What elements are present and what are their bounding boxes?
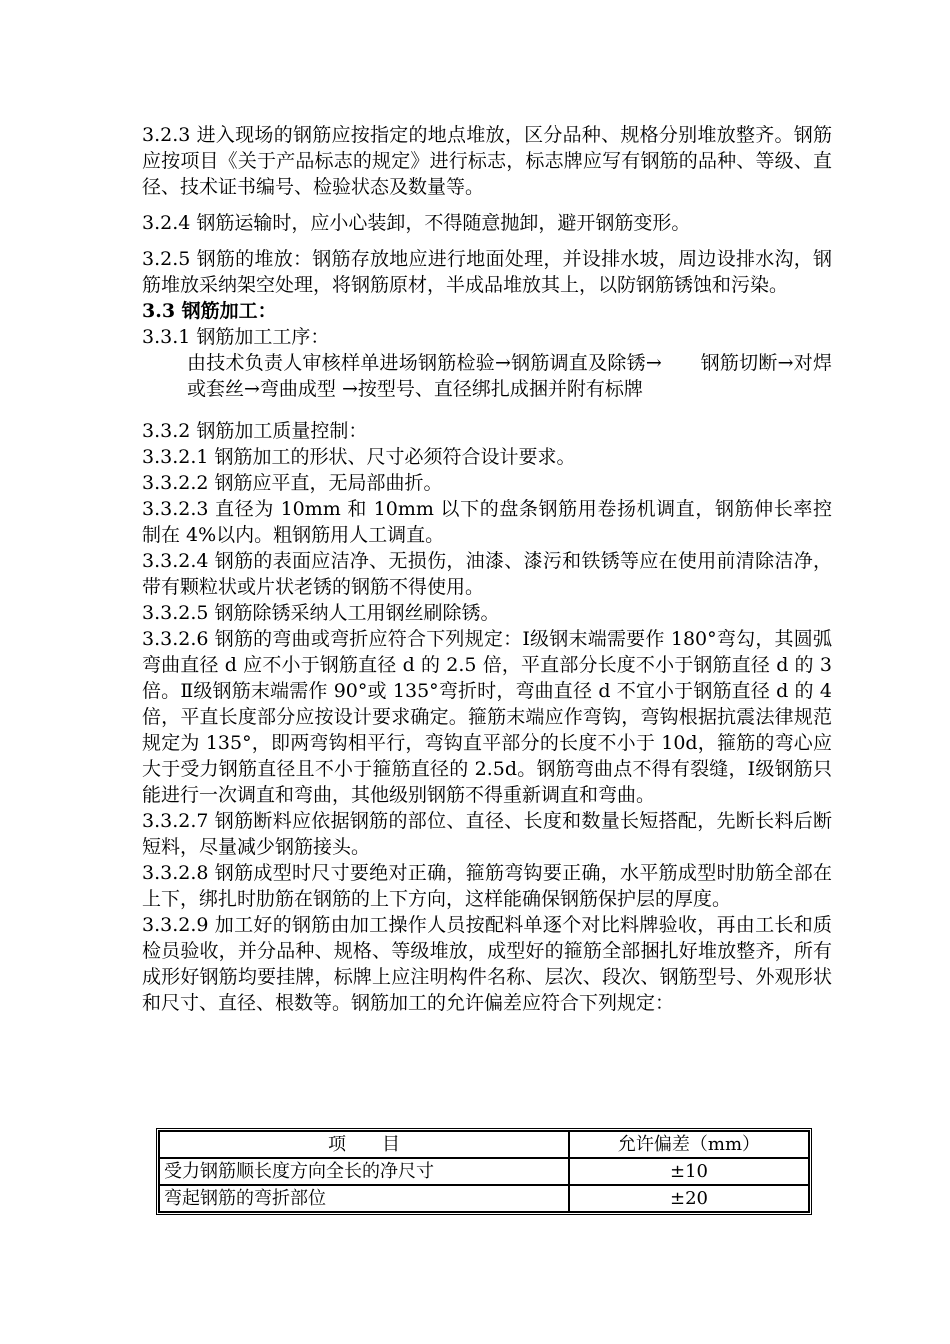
table-row — [159, 1185, 809, 1212]
subheading-3-3-2: 3.3.2 钢筋加工质量控制： — [142, 420, 368, 442]
item-3-3-2-3: 3.3.2.3 直径为 10mm 和 10mm 以下的盘条钢筋用卷扬机调直，钢筋伸长率控制在 4%以内。粗钢筋用人工调直。 — [142, 498, 832, 546]
section-heading-3-3: 3.3 钢筋加工： — [142, 300, 277, 322]
process-flow-text: 由技术负责人审核样单进场钢筋检验→钢筋调直及除锈→ 钢筋切断→对焊或套丝→弯曲成型 →按型号、直径绑扎成捆并附有标牌 — [187, 352, 832, 400]
item-3-3-2-7: 3.3.2.7 钢筋断料应依据钢筋的部位、直径、长度和数量长短搭配，先断长料后断短料，尽量减少钢筋接头。 — [142, 810, 832, 858]
paragraph-3-2-3: 3.2.3 进入现场的钢筋应按指定的地点堆放，区分品种、规格分别堆放整齐。钢筋应按项目《关于产品标志的规定》进行标志，标志牌应写有钢筋的品种、等级、直径、技术证书编号、检验状态及数量等。 — [142, 124, 832, 198]
table-header-tolerance: 允许偏差（mm） — [569, 1131, 809, 1158]
blank-line — [142, 402, 832, 418]
item-3-3-2-9: 3.3.2.9 加工好的钢筋由加工操作人员按配料单逐个对比料牌验收，再由工长和质检员验收，并分品种、规格、等级堆放，成型好的箍筋全部捆扎好堆放整齐，所有成形好钢筋均要挂牌，标牌上应注明构件名称、层次、段次、钢筋型号、外观形状和尺寸、直径、根数等。钢筋加工的允许偏差应符合下列规定： — [142, 914, 832, 1014]
table-header-row — [159, 1131, 809, 1158]
paragraph-3-2-5: 3.2.5 钢筋的堆放：钢筋存放地应进行地面处理，并设排水坡，周边设排水沟，钢筋堆放采纳架空处理，将钢筋原材，半成品堆放其上，以防钢筋锈蚀和污染。 — [142, 248, 832, 296]
table-cell-tolerance: ±10 — [569, 1158, 809, 1185]
item-3-3-2-6: 3.3.2.6 钢筋的弯曲或弯折应符合下列规定：Ⅰ级钢末端需要作 180°弯勾，其圆弧弯曲直径 d 应不小于钢筋直径 d 的 2.5 倍，平直部分长度不小于钢筋直径 d 的 3 倍。Ⅱ级钢筋末端需作 90°或 135°弯折时，弯曲直径 d 不宜小于钢筋直径 d 的 4 倍，平直长度部分应按设计要求确定。箍筋末端应作弯钩，弯钩根据抗震法律规范规定为 135°，即两弯钩相平行，弯钩直平部分的长度不小于 10d，箍筋的弯心应大于受力钢筋直径且不小于箍筋直径的 2.5d。钢筋弯曲点不得有裂缝，Ⅰ级钢筋只能进行一次调直和弯曲，其他级别钢筋不得重新调直和弯曲。 — [142, 628, 832, 806]
table-header-item: 项 目 — [159, 1131, 569, 1158]
table-cell-tolerance: ±20 — [569, 1185, 809, 1212]
paragraph-3-2-4: 3.2.4 钢筋运输时，应小心装卸，不得随意抛卸，避开钢筋变形。 — [142, 212, 691, 234]
subheading-3-3-1: 3.3.1 钢筋加工工序： — [142, 326, 330, 348]
item-3-3-2-4: 3.3.2.4 钢筋的表面应洁净、无损伤，油漆、漆污和铁锈等应在使用前清除洁净，带有颗粒状或片状老锈的钢筋不得使用。 — [142, 550, 832, 598]
item-3-3-2-2: 3.3.2.2 钢筋应平直，无局部曲折。 — [142, 472, 443, 494]
item-3-3-2-8: 3.3.2.8 钢筋成型时尺寸要绝对正确，箍筋弯钩要正确，水平筋成型时肋筋全部在上下，绑扎时肋筋在钢筋的上下方向，这样能确保钢筋保护层的厚度。 — [142, 862, 832, 910]
item-3-3-2-5: 3.3.2.5 钢筋除锈采纳人工用钢丝刷除锈。 — [142, 602, 500, 624]
item-3-3-2-1: 3.3.2.1 钢筋加工的形状、尺寸必须符合设计要求。 — [142, 446, 576, 468]
document-body — [142, 122, 832, 1016]
table-cell-item: 弯起钢筋的弯折部位 — [159, 1185, 569, 1212]
table-cell-item: 受力钢筋顺长度方向全长的净尺寸 — [159, 1158, 569, 1185]
table-row — [159, 1158, 809, 1185]
tolerance-table — [156, 1128, 812, 1215]
